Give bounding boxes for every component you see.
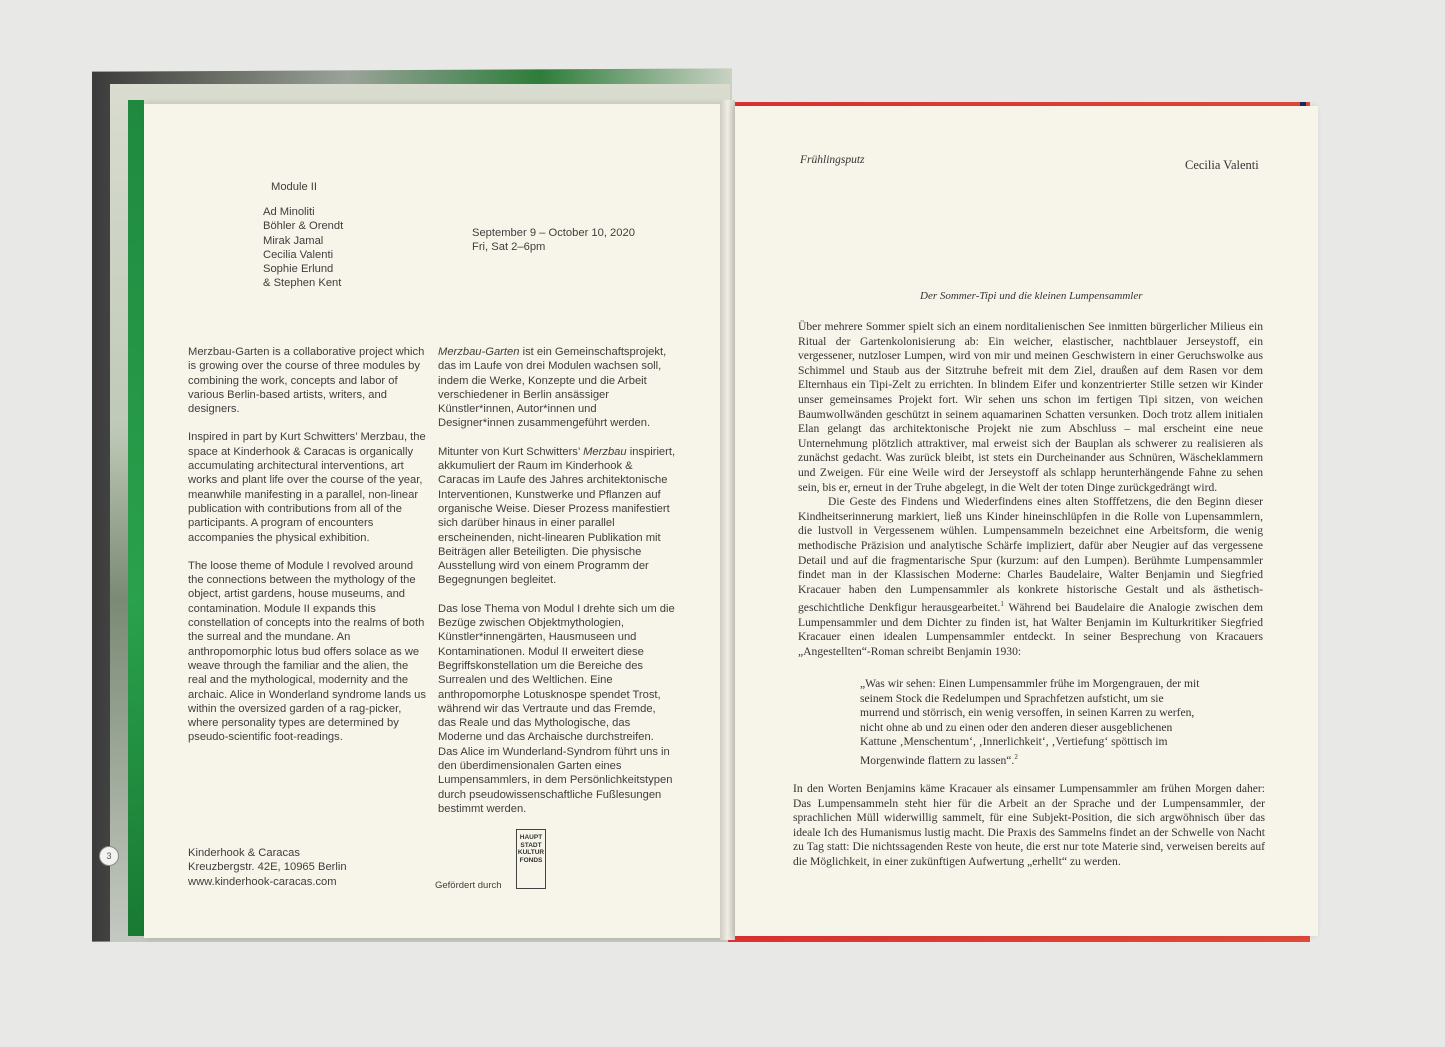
- venue-url: www.kinderhook-caracas.com: [188, 875, 337, 888]
- funded-by-label: Gefördert durch: [435, 880, 502, 891]
- venue-address: Kreuzbergstr. 42E, 10965 Berlin: [188, 861, 347, 874]
- artist-name: Sophie Erlund: [263, 263, 334, 276]
- page-number-tab: 3: [99, 846, 119, 866]
- essay-paragraph: In den Worten Benjamins käme Kracauer als einsamer Lumpensammler am frühen Morgen daher: Das Lumpensammeln steht hier für die Arbeit an der Sprache und der Lumpensammler, der sprachlichen Müll widerwillig sammelt, für eine Subjekt-Position, die sich argwöhnisch über das ideale Ich des Humanismus lustig macht. Die Praxis des Sammelns findet an der Schwelle von Nacht zu Tag statt: Die nichtssagenden Reste von heute, die erst nur tote Materie sind, verweisen bereits auf die Möglichkeit, in einer zukünftigen Aufwertung „erhellt“ zu werden.: [793, 782, 1265, 868]
- artist-name: & Stephen Kent: [263, 277, 342, 290]
- project-title: Merzbau-Garten: [438, 346, 520, 358]
- venue-info: [188, 846, 347, 889]
- essay-paragraph: Über mehrere Sommer spielt sich an einem norditalienischen See inmitten bürgerlicher Milieus ein Ritual der Gartenkolonisierung ab: Ein weicher, elastischer, nachtblauer Jerseystoff, ein vergessener, nutzloser Lumpen, wird von mir und meinen Geschwistern in einer Geruchswolke aus Schimmel und Staub aus der Sitztruhe befreit mit dem Ziel, draußen auf dem Rasen vor dem Elternhaus ein Tipi-Zelt zu errichten. In blindem Eifer und konzentrierter Stille setzen wir Kinder unser gemeinsames Projekt fort. Wir sehen uns schon im fertigen Tipi sitzen, von weichen Baumwollwänden geschützt in seinem aquamarinen Schatten versunken. Doch trotz allem initialen Elan gelangt das architektonische Projekt nie zum Abschluss – mal erscheint eine neue Unternehmung plötzlich attraktiver, mal erweist sich der Bauplan als schwerer zu realisieren als zunächst gedacht. Was zurück bleibt, ist stets ein Durcheinander aus Schnüren, Wäscheklammern und Zweigen. Für eine Weile wird der Jerseystoff als schlapp herunterhängende Fahne zu sehen sein, bis er, erneut in der Truhe abgelegt, in die Welt der toten Dinge zurückgedrängt wird.: [798, 320, 1263, 494]
- book-gutter: [720, 100, 735, 940]
- german-column: [438, 345, 676, 830]
- green-page-edge: [128, 100, 144, 936]
- german-paragraph: Mitunter von Kurt Schwitters’ Merzbau inspiriert, akkumuliert der Raum im Kinderhook & Caracas im Laufe des Jahres architektonische Interventionen, Kunstwerke und Pflanzen auf organische Weise. Dieser Prozess manifestiert sich darüber hinaus in einer parallel erscheinenden, nicht-linearen Publikation mit Beiträgen aller Beteiligten. Die physische Ausstellung wird von einem Programm der Begegnungen begleitet.: [438, 445, 676, 587]
- artist-name: Cecilia Valenti: [263, 248, 334, 261]
- english-column: [188, 345, 426, 759]
- right-page: [735, 106, 1318, 936]
- essay-title: Der Sommer-Tipi und die kleinen Lumpensammler: [920, 290, 1143, 302]
- essay-body-bottom: [793, 782, 1265, 870]
- artist-name: Böhler & Orendt: [263, 220, 344, 233]
- left-page: [144, 104, 720, 938]
- artist-name: Ad Minoliti: [263, 206, 315, 218]
- running-head-author: Cecilia Valenti: [1185, 158, 1259, 172]
- artist-list: [263, 205, 343, 291]
- benjamin-quote: „Was wir sehen: Einen Lumpensammler frühe im Morgengrauen, der mit seinem Stock die Redelumpen und Sprachfetzen aufsticht, um sie murrend und störrisch, ein wenig versoffen, in seinen Karren zu werfen, nicht ohne ab und zu einen oder den anderen dieser ausgeblichenen Kattune ‚Menschentum‘, ‚Innerlichkeit‘, ‚Vertiefung‘ spöttisch im Morgenwinde flattern zu lassen“.$^2$: [860, 677, 1200, 767]
- german-paragraph: Merzbau-Garten ist ein Gemeinschaftsprojekt, das im Laufe von drei Modulen wachsen soll, indem die Werke, Konzepte und die Arbeit verschiedener in Berlin ansässiger Künstler*innen, Autor*innen und Designer*innen zusammengeführt werden.: [438, 346, 667, 430]
- english-paragraph: Merzbau-Garten is a collaborative project which is growing over the course of three modules by combining the work, concepts and labor of various Berlin-based artists, writers, and designers.: [188, 346, 425, 416]
- artist-name: Mirak Jamal: [263, 234, 324, 247]
- venue-name: Kinderhook & Caracas: [188, 847, 300, 859]
- dates: September 9 – October 10, 2020: [472, 227, 635, 239]
- english-paragraph: Inspired in part by Kurt Schwitters’ Merzbau, the space at Kinderhook & Caracas is organically accumulating architectural interventions, art works and plant life over the course of the year, meanwhile manifesting in a parallel, non-linear publication with contributions from all of the participants. A program of encounters accompanies the physical exhibition.: [188, 431, 426, 544]
- exhibition-dates: [472, 226, 635, 255]
- running-head-title: Frühlingsputz: [800, 154, 865, 166]
- opening-hours: Fri, Sat 2–6pm: [472, 241, 546, 254]
- german-paragraph: Das lose Thema von Modul I drehte sich um die Bezüge zwischen Objektmythologien, Künstler*innengärten, Hausmuseen und Kontaminationen. Modul II erweitert diese Begriffskonstellation um die Bereiche des Surrealen und des Weltlichen. Eine anthropomorphe Lotusknospe spendet Trost, während wir das Vertraute und das Fremde, das Reale und das Mythologische, das Moderne und das Archaische durchstreifen. Das Alice im Wunderland-Syndrom führt uns in den überdimensionalen Garten eines Lumpensammlers, in dem Persönlichkeitstypen durch pseudowissenschaftliche Fußlesungen bestimmt werden.: [438, 602, 675, 815]
- hauptstadtkulturfonds-logo: HAUPT STADT KULTUR FONDS: [516, 829, 546, 889]
- module-label: Module II: [271, 181, 318, 193]
- essay-body-top: [798, 320, 1263, 660]
- essay-paragraph: Die Geste des Findens und Wiederfindens eines alten Stofffetzens, die den Beginn dieser Kindheitserinnerung markiert, ließ uns Kinder hineinschlüpfen in die Rolle von Lupensammlern, die lustvoll in Vergessenem wühlen. Lumpensammeln bezeichnet eine Arbeitsform, die wenig methodische Präzision und analytische Schärfe impliziert, dafür aber Neugier auf das vergessene Detail und auf die fragmentarische Spur (kurzum: auf den Lumpen). Berühmte Lumpensammler findet man in der Klassischen Moderne: Charles Baudelaire, Walter Benjamin und Siegfried Kracauer haben den Lumpensammler als konkrete historische Gestalt und als ästhetisch-geschichtliche Denkfigur herausgearbeitet.$^1$ Während bei Baudelaire die Analogie zwischen dem Lumpensammler und dem Dichter zu finden ist, hat Walter Benjamin im Kulturkritiker Siegfried Kracauer einen idealen Lumpensammler entdeckt. In seiner Besprechung von Kracauers „Angestellten“-Roman schreibt Benjamin 1930:: [798, 495, 1263, 658]
- english-paragraph: The loose theme of Module I revolved around the connections between the mythology of the object, artist gardens, house museums, and contamination. Module II expands this constellation of concepts into the realms of both the surreal and the mundane. An anthropomorphic lotus bud offers solace as we weave through the familiar and the alien, the real and the mythological, modernity and the archaic. Alice in Wonderland syndrome lands us within the oversized garden of a rag-picker, where personality types are determined by pseudo-scientific foot-readings.: [188, 559, 426, 744]
